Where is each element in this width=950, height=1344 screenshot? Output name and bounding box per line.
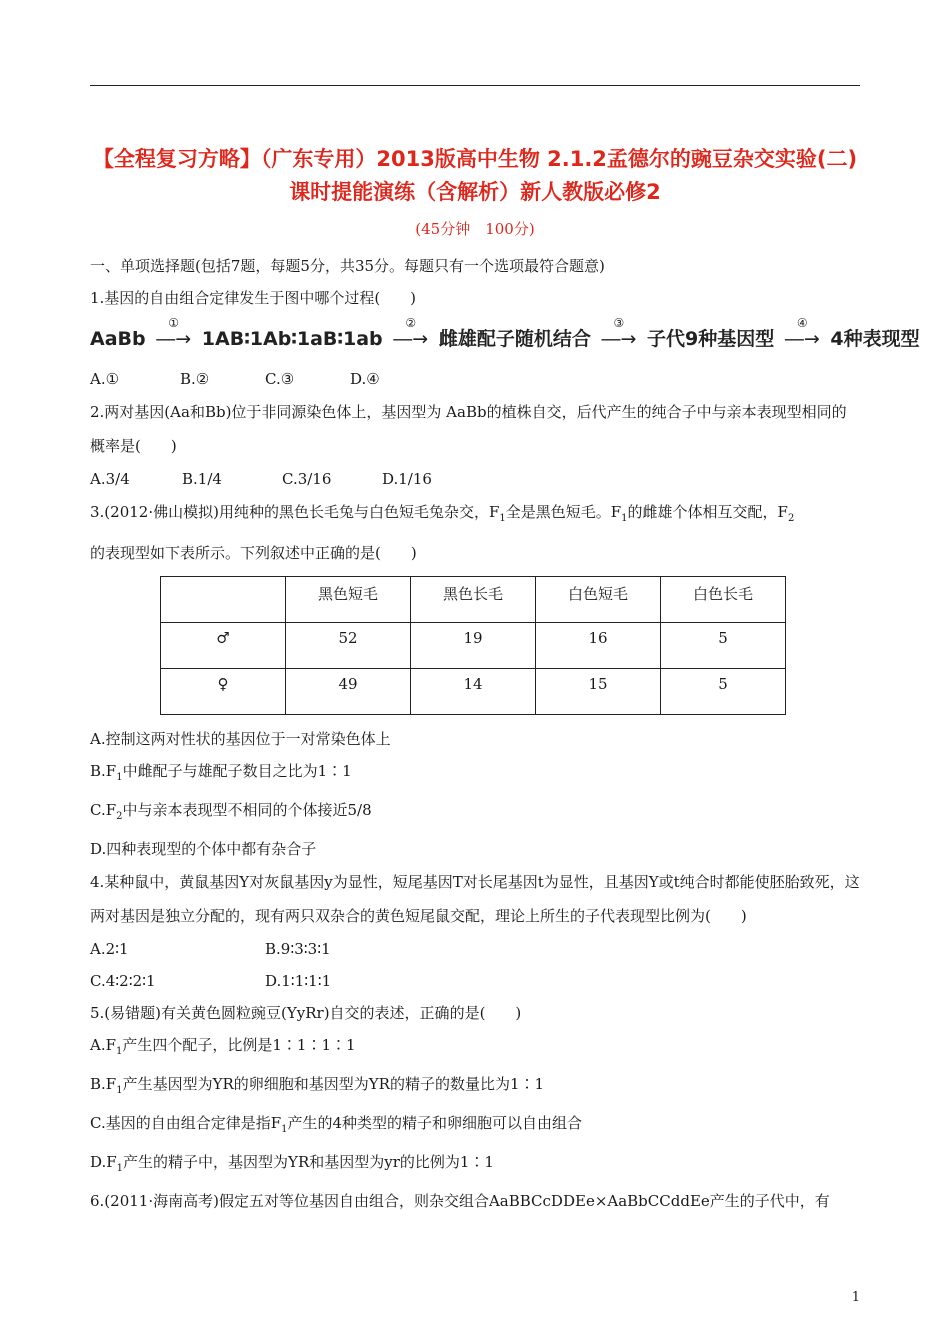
table-header-row: [161, 577, 786, 623]
table-header-cell: 黑色短毛: [286, 577, 411, 623]
q1-option-d: D.④: [350, 370, 380, 388]
flow-step-3: 子代9种基因型: [647, 328, 775, 350]
q1-flow-diagram: [90, 316, 920, 351]
q2-option-a: A.3/4: [90, 470, 130, 488]
q1-option-a: A.①: [90, 370, 120, 388]
q2-option-d: D.1/16: [382, 470, 432, 488]
q4-options-row2: [90, 965, 860, 997]
page-number: 1: [851, 1290, 860, 1305]
q5-option-b: $B.F_1$产生基因型为YR的卵细胞和基因型为YR的精子的数量比为1∶1: [90, 1075, 545, 1096]
flow-step-1: 1AB∶1Ab∶1aB∶1ab: [201, 328, 383, 350]
flow-start: AaBb: [90, 328, 146, 350]
female-symbol: ♀: [161, 669, 286, 715]
flow-arrow-2: ② ―→: [393, 316, 429, 350]
table-header-cell: 白色长毛: [661, 577, 786, 623]
header-rule: [90, 85, 860, 86]
q5-stem: 5.(易错题)有关黄色圆粒豌豆(YyRr)自交的表述，正确的是( ): [90, 1004, 522, 1022]
q2-options: [90, 463, 860, 495]
q3-option-c: $C.F_2$中与亲本表现型不相同的个体接近5/8: [90, 801, 372, 822]
table-cell: 5: [661, 623, 786, 669]
q4-option-a: A.2∶1: [90, 940, 129, 958]
q1-options: [90, 363, 860, 395]
male-symbol: ♂: [161, 623, 286, 669]
q2-stem: 2.两对基因(Aa和Bb)位于非同源染色体上，基因型为 AaBb的植株自交，后代产生的纯合子中与亲本表现型相同的概率是( ): [90, 403, 847, 455]
table-row: [161, 623, 786, 669]
table-cell: 15: [536, 669, 661, 715]
document-body: [90, 250, 920, 1217]
q3-option-b: $B.F_1$中雌配子与雄配子数目之比为1∶1: [90, 762, 352, 783]
table-header-cell: [161, 577, 286, 623]
q5-option-a: $A.F_1$产生四个配子，比例是1∶1∶1∶1: [90, 1036, 356, 1057]
table-cell: 52: [286, 623, 411, 669]
table-header-cell: 白色短毛: [536, 577, 661, 623]
q3-option-a: A.控制这两对性状的基因位于一对常染色体上: [90, 730, 391, 748]
q3-data-table: [160, 576, 786, 715]
flow-step-4: 4种表现型: [830, 328, 920, 350]
table-header-cell: 黑色长毛: [411, 577, 536, 623]
q4-option-c: C.4∶2∶2∶1: [90, 972, 156, 990]
table-cell: 5: [661, 669, 786, 715]
flow-arrow-4: ④ ―→: [784, 316, 820, 350]
flow-arrow-1: ① ―→: [156, 316, 192, 350]
table-cell: 14: [411, 669, 536, 715]
flow-arrow-3: ③ ―→: [601, 316, 637, 350]
table-row: [161, 669, 786, 715]
q6-stem: 6.(2011·海南高考)假定五对等位基因自由组合，则杂交组合AaBBCcDDEe×AaBbCCddEe产生的子代中，有: [90, 1192, 830, 1210]
q4-option-d: D.1∶1∶1∶1: [265, 972, 332, 990]
q4-options-row1: [90, 933, 860, 965]
q4-stem: 4.某种鼠中，黄鼠基因Y对灰鼠基因y为显性，短尾基因T对长尾基因t为显性，且基因Y或t纯合时都能使胚胎致死，这两对基因是独立分配的，现有两只双杂合的黄色短尾鼠交配，理论上所生的子代表现型比例为( ): [90, 873, 860, 925]
q1-option-b: B.②: [180, 370, 210, 388]
q5-option-c: C.基因的自由组合定律是指$F_1$产生的4种类型的精子和卵细胞可以自由组合: [90, 1114, 583, 1135]
flow-step-2: 雌雄配子随机结合: [438, 328, 591, 350]
table-cell: 16: [536, 623, 661, 669]
q5-option-d: $D.F_1$产生的精子中，基因型为YR和基因型为yr的比例为1∶1: [90, 1153, 494, 1174]
q4-option-b: B.9∶3∶3∶1: [265, 940, 331, 958]
section-heading: 一、单项选择题(包括7题，每题5分，共35分。每题只有一个选项最符合题意): [90, 257, 605, 275]
q3-option-d: D.四种表现型的个体中都有杂合子: [90, 840, 317, 858]
q1-option-c: C.③: [265, 370, 295, 388]
q2-option-b: B.1/4: [182, 470, 222, 488]
q2-option-c: C.3/16: [282, 470, 332, 488]
time-score-note: (45分钟 100分): [415, 220, 535, 238]
table-cell: 19: [411, 623, 536, 669]
table-cell: 49: [286, 669, 411, 715]
document-title: 【全程复习方略】（广东专用）2013版高中生物 2.1.2孟德尔的豌豆杂交实验(二)课时提能演练（含解析）新人教版必修2: [92, 147, 858, 204]
q3-stem: 3.(2012·佛山模拟)用纯种的黑色长毛兔与白色短毛兔杂交，$F_1$全是黑色短毛。$F_1$的雌雄个体相互交配，$F_2$ 的表现型如下表所示。下列叙述中正确的是( ): [90, 503, 795, 562]
q1-stem: 1.基因的自由组合定律发生于图中哪个过程( ): [90, 289, 417, 307]
